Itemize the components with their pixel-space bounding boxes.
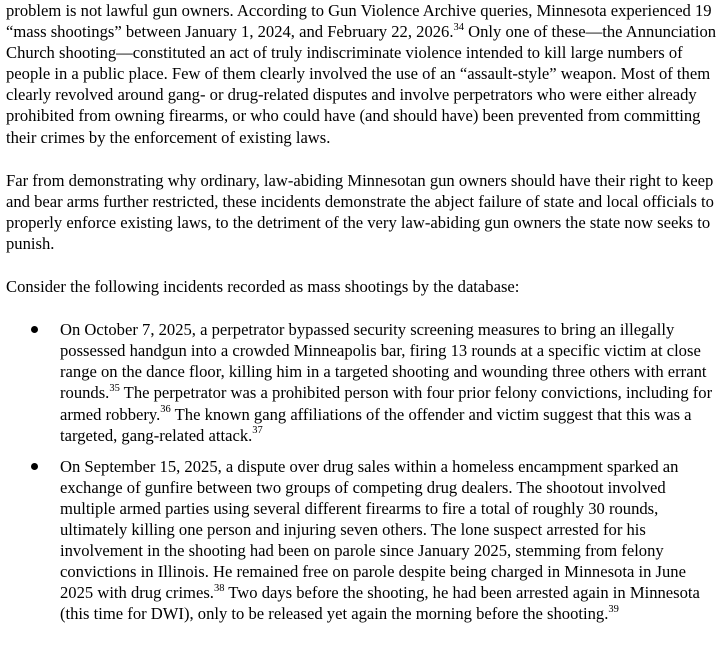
paragraph-text: Consider the following incidents recorded as mass shootings by the database:: [6, 277, 520, 297]
list-item: [6, 319, 722, 446]
bullet-icon: [31, 463, 38, 470]
list-item-text: On October 7, 2025, a perpetrator bypassed security screening measures to bring an illegally possessed handgun into a crowded Minneapolis bar, firing 13 rounds at a specific victim at close range on the dance floor, killing him in a targeted shooting and wounding three others with errant rounds.: [60, 320, 707, 403]
paragraph-consider: [6, 276, 722, 297]
paragraph-argument: [6, 170, 722, 254]
list-item: [6, 456, 722, 625]
footnote-ref-34: 34: [453, 21, 464, 33]
footnote-ref-39: 39: [608, 603, 619, 615]
paragraph-intro: [6, 0, 722, 148]
paragraph-text: problem is not lawful gun owners. According to Gun Violence Archive queries, Minnesota experienced 19 “mass shootings” between January 1, 2024, and February 22, 2026.: [6, 1, 712, 42]
footnote-ref-36: 36: [160, 403, 171, 415]
paragraph-text: Far from demonstrating why ordinary, law-abiding Minnesotan gun owners should have their right to keep and bear arms further restricted, these incidents demonstrate the abject failure of state and local officials to properly enforce existing laws, to the detriment of the very law-abiding gun owners the state now seeks to punish.: [6, 170, 714, 253]
footnote-ref-37: 37: [252, 425, 263, 437]
document-page: [6, 0, 722, 624]
paragraph-text: Only one of these—the Annunciation Church shooting—constituted an act of truly indiscriminate violence intended to kill large numbers of people in a public place. Few of them clearly involved the use of an “assault-style” weapon. Most of them clearly revolved around gang- or drug-related disputes and involve perpetrators who were either already prohibited from owning firearms, or who could have (and should have) been prevented from committing their crimes by the enforcement of existing laws.: [6, 22, 717, 147]
list-item-text: On September 15, 2025, a dispute over drug sales within a homeless encampment sparked an exchange of gunfire between two groups of competing drug dealers. The shootout involved multiple armed parties using several different firearms to fire a total of roughly 30 rounds, ultimately killing one person and injuring seven others. The lone suspect arrested for his involvement in the shooting had been on parole since January 2025, stemming from felony convictions in Illinois. He remained free on parole despite being charged in Minnesota in June 2025 with drug crimes.: [60, 456, 686, 603]
list-item-text: The known gang affiliations of the offender and victim suggest that this was a targeted, gang-related attack.: [60, 404, 692, 445]
list-item-text: The perpetrator was a prohibited person with four prior felony convictions, including for armed robbery.: [60, 383, 713, 424]
list-item-text: Two days before the shooting, he had been arrested again in Minnesota (this time for DWI), only to be released yet again the morning before the shooting.: [60, 583, 700, 624]
bullet-icon: [31, 326, 38, 333]
footnote-ref-35: 35: [109, 382, 120, 394]
footnote-ref-38: 38: [213, 582, 225, 594]
incident-list: [6, 319, 722, 624]
